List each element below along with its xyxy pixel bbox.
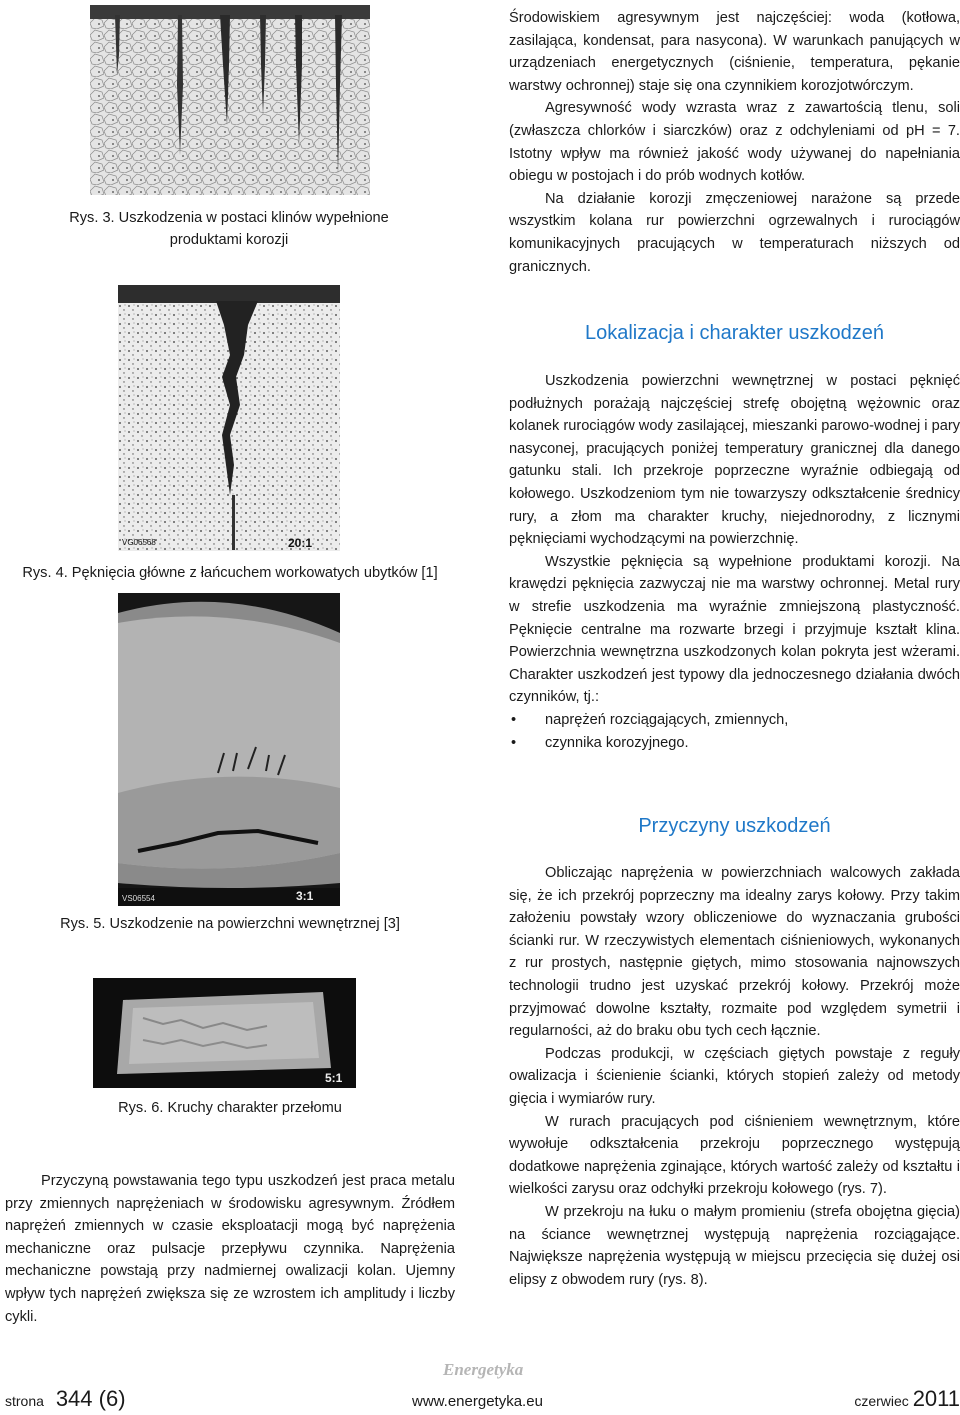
section-heading-przyczyny: Przyczyny uszkodzeń [638,815,831,837]
figure-6-label-right: 5:1 [325,1071,343,1085]
list-item [509,709,960,732]
energetyka-logo: Energetyka [443,1360,524,1379]
paragraph: Środowiskiem agresywnym jest najczęściej: woda (kotłowa, zasilająca, kondensat, para nasycona). W warunkach panujących w urządzeniach energetycznych (ciśnienie, temperatura, pękanie warstwy ochronnej) staje się ona czynnikiem korozjotwórczym. [509,10,960,94]
bullet-list [509,709,960,754]
figure-5-image [118,593,340,906]
section-2-text [509,862,960,1291]
issue-month: czerwiec [854,1393,909,1409]
figure-4-image [118,285,340,551]
section-heading-lokalizacja: Lokalizacja i charakter uszkodzeń [584,322,885,344]
paragraph: Obliczając naprężenia w powierzchniach walcowych zakłada się, że ich przekrój poprzeczny ma idealny zarys kołowy. Przy takim założeniu powstały wzory obliczeniowe do wyznaczania grubości ścianki rur. W rzeczywistych elementach ciśnieniowych, wykonanych z rur prostych, następnie giętych, mimo stosowania najnowszych technologii trudno jest uzyskać przekrój kołowy. Przekrój może przyjmować dowolne kształty, rozmaite pod względem symetrii i regularności, aż do braku obu tych cech łącznie. [509,865,960,1040]
list-item-text: czynnika korozyjnego. [545,734,689,751]
page-number: 344 (6) [55,1386,126,1411]
figure-5-label-left: VS06554 [122,894,155,903]
figure-5-label-right: 3:1 [296,889,314,903]
figure-4-caption: Rys. 4. Pęknięcia główne z łańcuchem workowatych ubytków [1] [22,565,438,581]
paragraph: Wszystkie pęknięcia są wypełnione produktami korozji. Na krawędzi pęknięcia zazwyczaj nie ma warstwy ochronnej. Metal rury w strefie uszkodzenia ma wyraźnie zmniejszoną plastyczność. Pęknięcie centralne ma rozwarte brzegi i przyjmuje kształt klina. Powierzchnia wewnętrzna uszkodzonych kolan pokryta jest wżerami. Charakter uszkodzeń jest typowy dla jednoczesnego działania dwóch czynników, tj.: [509,553,960,706]
list-item [509,732,960,755]
paragraph: Agresywność wody wzrasta wraz z zawartością tlenu, soli (zwłaszcza chlorków i siarczków) oraz z odchyleniami od pH = 7. Istotny wpływ ma również jakość wody używanej do napełniania obiegu w postojach i do prób wodnych kotłów. [509,100,960,185]
figure-3-caption: Rys. 3. Uszkodzenia w postaci klinów wypełnione produktami korozji [69,210,389,248]
figure-6-image [93,978,356,1088]
paragraph: Na działanie korozji zmęczeniowej narażone są przede wszystkim kolana rur powierzchni ogrzewalnych i rurociągów komunikacyjnych pracujących w temperaturach niższych od granicznych. [509,190,960,275]
figure-5-drawing [118,593,340,906]
left-bottom-text [5,1170,455,1328]
section-1-text [509,370,960,754]
bullet-marker: • [511,711,517,728]
paragraph: W przekroju na łuku o małym promieniu (strefa obojętna gięcia) na ściance wewnętrznej występują naprężenia rozciągające. Największe naprężenia występują w miejscu przecięcia się dużej osi elipsy z obwodem rury (rys. 8). [509,1203,960,1288]
list-item-text: naprężeń rozciągających, zmiennych, [545,711,789,728]
figure-5-caption: Rys. 5. Uszkodzenie na powierzchni wewnętrznej [3] [60,916,400,932]
figure-6-drawing [93,978,356,1088]
strona-label: strona [5,1393,44,1409]
figure-3-drawing [90,5,370,195]
paragraph: Przyczyną powstawania tego typu uszkodzeń jest praca metalu przy zmiennych naprężeniach w środowisku agresywnym. Źródłem naprężeń zmiennych w czasie eksploatacji mogą być naprężenia mechaniczne oraz pulsacje przepływu czynnika. Naprężenia mechaniczne powstają przy nadmiernej owalizacji kolan. Ujemny wpływ tych naprężeń zwiększa się ze wzrostem ich amplitudy i liczby cykli. [5,1173,455,1325]
page-number-block [5,1386,126,1412]
figure-4-label-left: VG06568 [122,538,156,547]
paragraph: Uszkodzenia powierzchni wewnętrznej w postaci pęknięć podłużnych porażają najczęściej strefę obojętną wężownic oraz kolanek rurociągów wody zasilającej, mieszanki parowo-wodnej i pary nasyconej, pracujących poniżej temperatury granicznej dla danego gatunku stali. Ich przekroje poprzeczne wyraźnie odbiegają od kołowego. Uszkodzeniom tym nie towarzyszy odkształcenie średnicy rury, a złom ma charakter kruchy, niejednorodny, z licznymi pęknięciami wychodzącymi na powierzchnię. [509,373,960,548]
figure-4-drawing [118,285,340,551]
figure-3-image [90,5,370,195]
issue-year: 2011 [912,1386,960,1411]
top-text-column [509,7,960,278]
footer-url[interactable]: www.energetyka.eu [412,1393,543,1410]
paragraph: Podczas produkcji, w częściach giętych powstaje z reguły owalizacja i ścienienie ścianki, których stopień zależy od metody gięcia i wymiarów rury. [509,1045,960,1107]
figure-6-caption: Rys. 6. Kruchy charakter przełomu [118,1100,342,1116]
figure-4-label-right: 20:1 [288,536,313,550]
bullet-marker: • [511,734,517,751]
paragraph: W rurach pracujących pod ciśnieniem wewnętrznym, które wywołuje odkształcenia przekroju poprzecznego występują dodatkowe naprężenia zginające, których wartość zależy od kształtu i wielkości zarysu oraz odchyłki przekroju kołowego (rys. 7). [509,1113,960,1198]
issue-date [842,1386,960,1412]
